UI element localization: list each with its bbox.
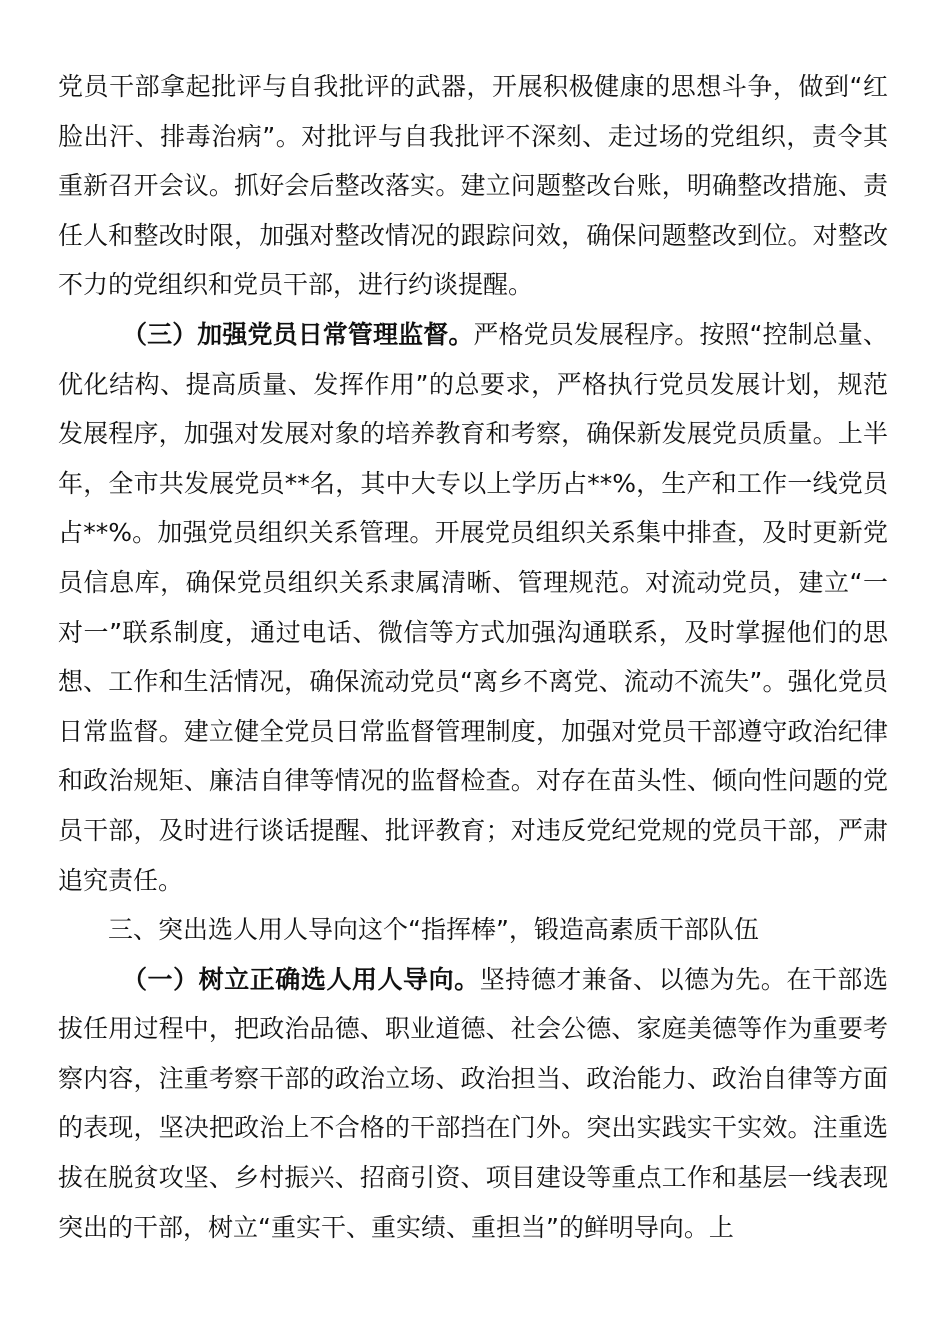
section-title-3: 三、突出选人用人导向这个“指挥棒”，锻造高素质干部队伍 bbox=[108, 915, 759, 945]
subsection-heading-1: （一）树立正确选人用人导向。 bbox=[122, 964, 480, 994]
paragraph-continuation: 党员干部拿起批评与自我批评的武器，开展积极健康的思想斗争，做到“红脸出汗、排毒治病”。对批评与自我批评不深刻、走过场的党组织，责令其重新召开会议。抓好会后整改落实。建立问题整改台账，明确整改措施、责任人和整改时限，加强对整改情况的跟踪问效，确保问题整改到位。对整改不力的党组织和党员干部，进行约谈提醒。 bbox=[58, 72, 888, 300]
paragraph-selection-guidance bbox=[58, 955, 888, 1253]
paragraph-body: 严格党员发展程序。按照“控制总量、优化结构、提高质量、发挥作用”的总要求，严格执行党员发展计划，规范发展程序，加强对发展对象的培养教育和考察，确保新发展党员质量。上半年，全市共发展党员**名，其中大专以上学历占**%，生产和工作一线党员占**%。加强党员组织关系管理。开展党员组织关系集中排查，及时更新党员信息库，确保党员组织关系隶属清晰、管理规范。对流动党员，建立“一对一”联系制度，通过电话、微信等方式加强沟通联系，及时掌握他们的思想、工作和生活情况，确保流动党员“离乡不离党、流动不流失”。强化党员日常监督。建立健全党员日常监督管理制度，加强对党员干部遵守政治纪律和政治规矩、廉洁自律等情况的监督检查。对存在苗头性、倾向性问题的党员干部，及时进行谈话提醒、批评教育；对违反党纪党规的党员干部，严肃追究责任。 bbox=[58, 319, 888, 895]
paragraph-party-member-management bbox=[58, 310, 888, 905]
document-page bbox=[58, 62, 888, 1252]
subsection-heading-3: （三）加强党员日常管理监督。 bbox=[122, 319, 474, 349]
paragraph-body: 坚持德才兼备、以德为先。在干部选拔任用过程中，把政治品德、职业道德、社会公德、家庭美德等作为重要考察内容，注重考察干部的政治立场、政治担当、政治能力、政治自律等方面的表现，坚决把政治上不合格的干部挡在门外。突出实践实干实效。注重选拔在脱贫攻坚、乡村振兴、招商引资、项目建设等重点工作和基层一线表现突出的干部，树立“重实干、重实绩、重担当”的鲜明导向。上 bbox=[58, 964, 888, 1242]
